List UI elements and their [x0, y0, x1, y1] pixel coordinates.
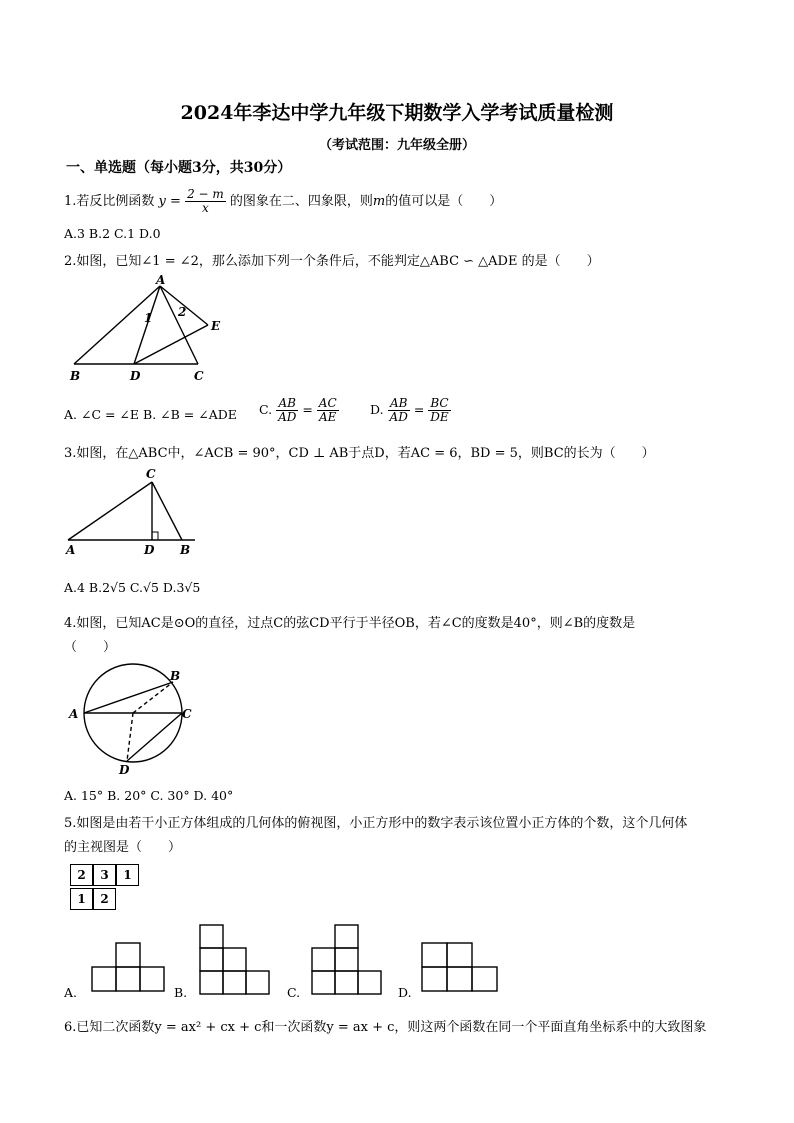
q2c-d2: AE [319, 410, 337, 424]
question-4-line-1: 4.如图，已知AC是⊙O的直径，过点C的弦CD平行于半径OB，若∠C的度数是40°，则∠B的度数是 [64, 616, 636, 631]
q2-option-c-label: C. [259, 402, 273, 417]
q2c-d1: AD [278, 410, 297, 424]
grid-cell: 2 [70, 864, 93, 886]
question-5-line-2: 的主视图是（ ） [64, 840, 182, 855]
q1-fraction [185, 188, 226, 215]
q2c-n1: AB [276, 397, 298, 411]
q1-text-b: 的图象在二、四象限，则 [229, 194, 373, 209]
q1-y: y = [158, 194, 181, 209]
q2-option-a: A. ∠C = ∠E [64, 407, 140, 422]
q1-options: A.3 B.2 C.1 D.0 [64, 226, 161, 241]
q2-figure [60, 273, 230, 388]
q1-numerator: 2 − m [187, 187, 224, 201]
q5-option-d-figure [420, 940, 505, 996]
q2c-n2: AC [318, 396, 337, 410]
q5-option-c-figure [310, 922, 390, 998]
question-1 [64, 188, 502, 215]
q2d-n2: BC [428, 397, 450, 411]
q2-option-d: D. $\frac{AB}{AD}$ = $\frac{BC}{DE}$ [370, 396, 449, 424]
grid-cell: 3 [93, 864, 116, 886]
q4-label-A: A [69, 707, 79, 721]
q5-option-b-figure [198, 922, 278, 998]
q2-option-d-label: D. [370, 402, 384, 417]
grid-cell: 2 [93, 888, 116, 910]
grid-cell: 1 [116, 864, 139, 886]
q2d-d2: DE [430, 410, 449, 424]
q4-options: A. 15° B. 20° C. 30° D. 40° [64, 788, 234, 803]
question-5-line-1: 5.如图是由若干小正方体组成的几何体的俯视图，小正方形中的数字表示该位置小正方体的个数，这个几何体 [64, 816, 688, 831]
q2d-d1: AD [389, 410, 408, 424]
q2d-n1: AB [388, 397, 410, 411]
question-6: 6.已知二次函数y = ax² + cx + c和一次函数y = ax + c，则这两个函数在同一个平面直角坐标系中的大致图象 [64, 1020, 707, 1035]
q5-option-d-label: D. [398, 985, 412, 1000]
q3-options: A.4 B.2√5 C.√5 D.3√5 [64, 580, 201, 595]
q5-option-c-label: C. [287, 985, 301, 1000]
q2-label-A: A [156, 273, 166, 287]
q2-label-C: C [194, 369, 204, 383]
q1-denominator: x [202, 201, 209, 215]
q5-option-a-figure [90, 940, 170, 995]
q2-options [64, 407, 237, 422]
q3-label-A: A [66, 543, 76, 557]
q3-label-C: C [146, 467, 156, 481]
question-2: 2.如图，已知∠1 = ∠2，那么添加下列一个条件后，不能判定△ABC ∽ △ADE 的是（ ） [64, 254, 600, 269]
q3-label-B: B [180, 543, 191, 557]
q2-option-c: C. $\frac{AB}{AD}$ = $\frac{AC}{AE}$ [259, 396, 337, 424]
q2-option-b: B. ∠B = ∠ADE [143, 407, 237, 422]
q4-label-C: C [182, 707, 192, 721]
q5-option-a-label: A. [64, 985, 78, 1000]
section-heading: 一、单选题（每小题3分，共30分） [66, 160, 292, 176]
q1-text-c: 的值可以是（ ） [385, 194, 503, 209]
grid-cell: 1 [70, 888, 93, 910]
q2-label-1: 1 [144, 311, 153, 325]
q1-text-a: 1.若反比例函数 [64, 194, 155, 209]
exam-scope: （考试范围：九年级全册） [318, 138, 475, 153]
question-4-line-2: （ ） [64, 640, 117, 655]
question-3: 3.如图，在△ABC中，∠ACB = 90°，CD ⊥ AB于点D，若AC = 6，BD = 5，则BC的长为（ ） [64, 446, 655, 461]
q1-m: m [372, 194, 386, 209]
q2-label-D: D [130, 369, 141, 383]
page-title: 2024年李达中学九年级下期数学入学考试质量检测 [180, 102, 614, 124]
q2-label-E: E [211, 319, 221, 333]
q2-label-B: B [70, 369, 81, 383]
q4-label-B: B [170, 669, 181, 683]
q5-option-b-label: B. [174, 985, 188, 1000]
q2-label-2: 2 [178, 305, 187, 319]
q3-figure [60, 466, 210, 561]
q3-label-D: D [144, 543, 155, 557]
q4-figure [65, 660, 205, 780]
q4-label-D: D [119, 763, 130, 777]
